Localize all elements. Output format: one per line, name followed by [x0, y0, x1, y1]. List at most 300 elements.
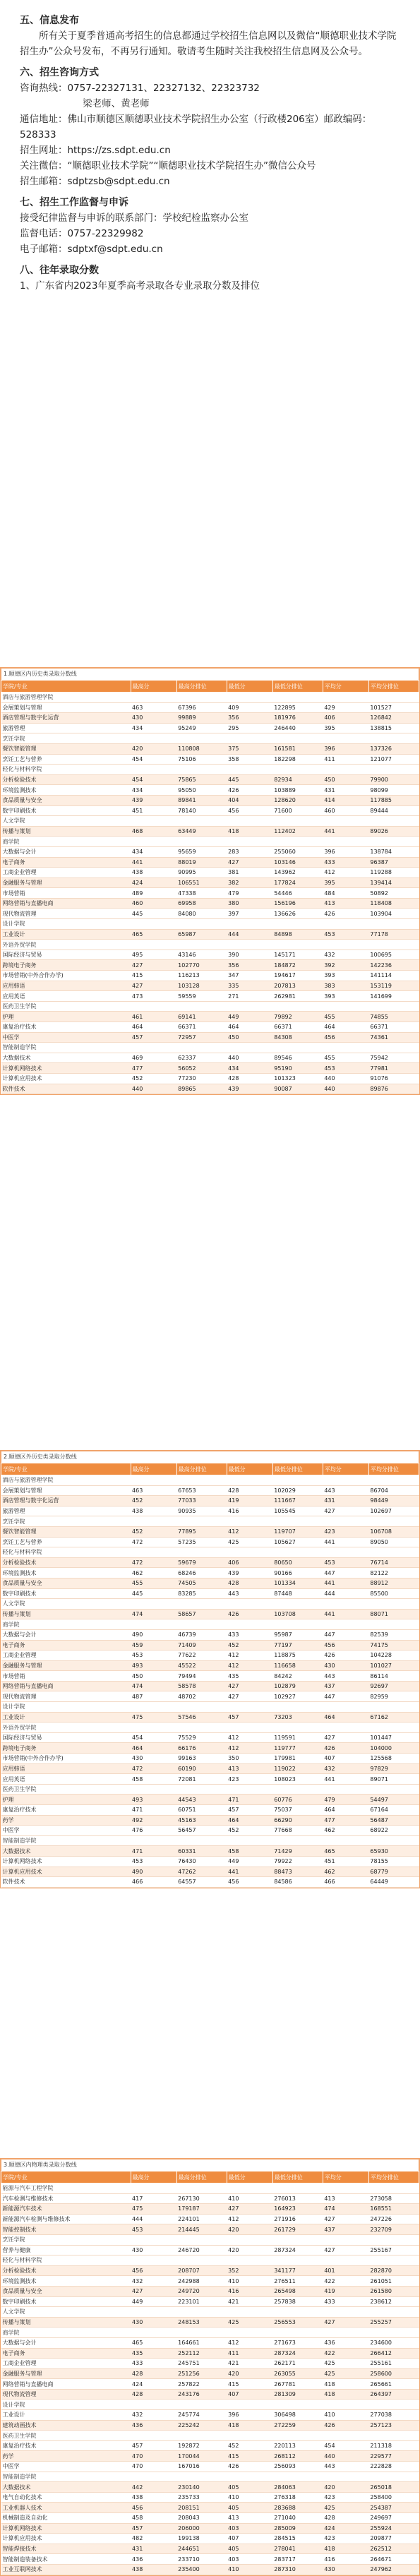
score-cell: 457: [131, 2523, 176, 2534]
score-cell: 262981: [272, 991, 323, 1002]
table-frame: [0, 2158, 420, 2576]
score-cell: 79922: [272, 1856, 323, 1867]
table-category-row: [1, 733, 419, 744]
table-frame: [0, 1450, 420, 1888]
score-cell: 58578: [176, 1681, 227, 1691]
score-cell: 473: [131, 991, 176, 1002]
score-cell: 422: [323, 2276, 368, 2287]
score-cell: 412: [227, 1743, 272, 1754]
category-label: 轻化与材料学院: [1, 1547, 419, 1558]
column-header: 最高分: [131, 681, 176, 693]
table-title: 1.顺德区内历史类录取分数线: [1, 668, 419, 680]
score-cell: 82934: [272, 774, 323, 785]
score-cell: 101027: [368, 1660, 419, 1671]
score-cell: 145171: [272, 949, 323, 960]
score-cell: 420: [131, 743, 176, 754]
score-cell: 271040: [272, 2513, 323, 2524]
score-cell: 225242: [176, 2420, 227, 2431]
table-row: [1, 2224, 419, 2235]
score-cell: 383: [323, 981, 368, 991]
score-cell: 436: [131, 2554, 176, 2565]
major-name-cell: 环境监测技术: [1, 785, 131, 796]
score-cell: 428: [227, 1485, 272, 1496]
score-cell: 420: [323, 2482, 368, 2493]
score-cell: 73203: [272, 1712, 323, 1723]
score-table: [1, 1463, 419, 1888]
score-cell: 64557: [176, 1877, 227, 1888]
score-cell: 287324: [272, 2348, 323, 2359]
score-cell: 423: [227, 1774, 272, 1785]
score-cell: 430: [323, 1660, 368, 1671]
major-name-cell: 康复治疗技术: [1, 1805, 131, 1816]
score-cell: 75865: [176, 774, 227, 785]
major-name-cell: 酒店管理与数字化运营: [1, 713, 131, 724]
score-cell: 265018: [368, 2482, 419, 2493]
category-label: 医药卫生学院: [1, 2431, 419, 2441]
score-cell: 432: [131, 2410, 176, 2421]
score-cell: 396: [323, 846, 368, 857]
major-name-cell: 计算机网络技术: [1, 2523, 131, 2534]
score-cell: 95190: [272, 1063, 323, 1074]
score-cell: 82539: [368, 1629, 419, 1640]
score-cell: 441: [323, 826, 368, 837]
score-cell: 86114: [368, 1671, 419, 1682]
table-row: [1, 2296, 419, 2307]
major-name-cell: 建筑动画技术: [1, 2420, 131, 2431]
score-cell: 102697: [368, 1506, 419, 1516]
score-cell: 418: [323, 2379, 368, 2390]
score-cell: 452: [131, 1526, 176, 1537]
score-cell: 234600: [368, 2337, 419, 2348]
score-cell: 427: [227, 857, 272, 868]
score-cell: 71429: [272, 1846, 323, 1857]
score-cell: 427: [227, 2204, 272, 2215]
score-cell: 412: [227, 2214, 272, 2224]
score-cell: 90935: [176, 1506, 227, 1516]
score-cell: 287324: [272, 2245, 323, 2256]
score-cell: 287310: [272, 2564, 323, 2575]
score-cell: 451: [131, 805, 176, 816]
major-name-cell: 网络营销与直播电商: [1, 1681, 131, 1691]
major-name-cell: 数字印刷技术: [1, 805, 131, 816]
table-row: [1, 2317, 419, 2328]
table-row: [1, 981, 419, 991]
table-row: [1, 1063, 419, 1074]
score-cell: 475: [131, 2204, 176, 2215]
score-cell: 44543: [176, 1795, 227, 1805]
score-cell: 67162: [368, 1712, 419, 1723]
score-cell: 80650: [272, 1557, 323, 1568]
table-row: [1, 2193, 419, 2204]
consult-wechat: 关注微信：“顺德职业技术学院”“顺德职业技术学院招生办”微信公众号: [20, 160, 316, 172]
table-category-row: [1, 1702, 419, 1713]
table-title: 2.顺德区外历史类录取分数线: [1, 1451, 419, 1463]
category-label: 外语外贸学院: [1, 940, 419, 950]
score-cell: 242988: [176, 2276, 227, 2287]
table-row: [1, 1681, 419, 1691]
score-cell: 77197: [272, 1640, 323, 1651]
score-cell: 276318: [272, 2492, 323, 2503]
major-name-cell: 计算机网络技术: [1, 1063, 131, 1074]
supervision-email[interactable]: 电子邮箱：sdptxf@sdpt.edu.cn: [20, 244, 163, 255]
score-cell: 222828: [368, 2462, 419, 2472]
table-header-row: [1, 681, 419, 693]
category-label: 人文学院: [1, 1599, 419, 1610]
score-cell: 474: [131, 1681, 176, 1691]
consult-teachers: 梁老师、黄老师: [83, 98, 150, 109]
major-name-cell: 食品质量与安全: [1, 2286, 131, 2296]
score-cell: 235733: [176, 2492, 227, 2503]
score-cell: 45163: [176, 1815, 227, 1826]
major-name-cell: 电子商务: [1, 2348, 131, 2359]
score-cell: 87448: [272, 1588, 323, 1599]
score-cell: 434: [131, 846, 176, 857]
score-cell: 105627: [272, 1537, 323, 1547]
score-cell: 100695: [368, 949, 419, 960]
score-cell: 425: [323, 2503, 368, 2513]
score-cell: 126842: [368, 713, 419, 724]
score-cell: 60776: [272, 1795, 323, 1805]
column-header: 平均分: [323, 2171, 368, 2183]
score-cell: 60751: [176, 1805, 227, 1816]
score-cell: 246440: [272, 723, 323, 733]
table-row: [1, 1805, 419, 1816]
column-header: 平均分排位: [368, 1463, 419, 1475]
score-cell: 75106: [176, 754, 227, 765]
score-cell: 229577: [368, 2451, 419, 2462]
score-cell: 104000: [368, 1743, 419, 1754]
major-name-cell: 工商企业管理: [1, 868, 131, 878]
score-cell: 495: [131, 949, 176, 960]
score-cell: 65930: [368, 1846, 419, 1857]
table-row: [1, 1691, 419, 1702]
table-row: [1, 2451, 419, 2462]
table-row: [1, 1588, 419, 1599]
table-row: [1, 1084, 419, 1094]
score-cell: 245751: [176, 2359, 227, 2369]
score-cell: 451: [323, 1856, 368, 1867]
score-cell: 412: [323, 868, 368, 878]
supervision-phone: 监督电话：0757-22329982: [20, 228, 144, 239]
table-row: [1, 795, 419, 805]
score-cell: 208043: [176, 2513, 227, 2524]
score-table-2: [0, 1450, 420, 1888]
column-header: 平均分排位: [368, 681, 419, 693]
score-cell: 254387: [368, 2503, 419, 2513]
table-row: [1, 2348, 419, 2359]
score-cell: 489: [131, 888, 176, 899]
score-cell: 118875: [272, 1651, 323, 1661]
table-row: [1, 2523, 419, 2534]
table-row: [1, 1537, 419, 1547]
score-cell: 441: [323, 1609, 368, 1619]
major-name-cell: 计算机应用技术: [1, 2534, 131, 2544]
score-cell: 418: [323, 2544, 368, 2554]
score-cell: 439: [227, 1084, 272, 1094]
score-cell: 71600: [272, 805, 323, 816]
score-cell: 118408: [368, 898, 419, 909]
table-row: [1, 1732, 419, 1743]
score-cell: 74855: [368, 1012, 419, 1022]
category-label: 设计学院: [1, 1702, 419, 1713]
consult-website[interactable]: 招生网址：https://zs.sdpt.edu.cn: [20, 145, 171, 156]
score-cell: 456: [323, 1640, 368, 1651]
score-cell: 199138: [176, 2534, 227, 2544]
table-category-row: [1, 1516, 419, 1527]
score-cell: 220113: [272, 2440, 323, 2451]
table-row: [1, 1609, 419, 1619]
table-category-row: [1, 1723, 419, 1733]
score-cell: 425: [227, 2317, 272, 2328]
score-cell: 84898: [272, 929, 323, 940]
column-header: 最低分排位: [272, 2171, 323, 2183]
score-cell: 427: [131, 981, 176, 991]
column-header: 最高分排位: [176, 2171, 227, 2183]
table-row: [1, 1640, 419, 1651]
score-cell: 101527: [368, 702, 419, 713]
score-cell: 443: [227, 1588, 272, 1599]
table-row: [1, 1743, 419, 1754]
score-cell: 306498: [272, 2410, 323, 2421]
score-cell: 438: [131, 1506, 176, 1516]
score-cell: 454: [323, 2440, 368, 2451]
score-cell: 95050: [176, 785, 227, 796]
score-cell: 106551: [176, 877, 227, 888]
score-cell: 431: [323, 785, 368, 796]
score-cell: 65987: [176, 929, 227, 940]
consult-hotline: 咨询热线：0757-22327131、22327132、22323732: [20, 83, 260, 94]
major-name-cell: 会展策划与管理: [1, 702, 131, 713]
major-name-cell: 网络营销与直播电商: [1, 898, 131, 909]
score-cell: 82122: [368, 1568, 419, 1578]
score-cell: 455: [131, 1578, 176, 1588]
score-cell: 459: [131, 1640, 176, 1651]
consult-email[interactable]: 招生邮箱：sdptzsb@sdpt.edu.cn: [20, 176, 170, 187]
score-cell: 419: [323, 2286, 368, 2296]
score-cell: 63449: [176, 826, 227, 837]
score-cell: 111667: [272, 1496, 323, 1506]
score-cell: 47338: [176, 888, 227, 899]
score-cell: 184872: [272, 960, 323, 971]
score-cell: 450: [227, 1032, 272, 1043]
table-row: [1, 877, 419, 888]
score-cell: 258400: [368, 2492, 419, 2503]
score-cell: 46739: [176, 1629, 227, 1640]
column-header: 学院/专业: [1, 1463, 131, 1475]
score-cell: 252112: [176, 2348, 227, 2359]
table-row: [1, 949, 419, 960]
score-cell: 72081: [176, 1774, 227, 1785]
score-cell: 161581: [272, 743, 323, 754]
score-cell: 103128: [176, 981, 227, 991]
score-cell: 128620: [272, 795, 323, 805]
score-cell: 168551: [368, 2204, 419, 2215]
score-cell: 54446: [272, 888, 323, 899]
table-row: [1, 743, 419, 754]
score-cell: 95659: [176, 846, 227, 857]
score-cell: 43146: [176, 949, 227, 960]
section-title-info-release: 五、信息发布: [20, 15, 79, 26]
table-row: [1, 702, 419, 713]
table-row: [1, 888, 419, 899]
score-cell: 358: [227, 754, 272, 765]
score-cell: 464: [131, 1743, 176, 1754]
major-name-cell: 应用韩语: [1, 1763, 131, 1774]
score-cell: 255161: [368, 2359, 419, 2369]
consult-address: 通信地址：佛山市顺德区顺德职业技术学院招生办公室（行政楼206室）邮政编码：528333: [20, 114, 372, 140]
table-row: [1, 857, 419, 868]
score-cell: 429: [323, 702, 368, 713]
score-cell: 74505: [176, 1578, 227, 1588]
score-cell: 232709: [368, 2224, 419, 2235]
table-row: [1, 1774, 419, 1785]
table-row: [1, 723, 419, 733]
score-cell: 413: [323, 2193, 368, 2204]
score-cell: 452: [227, 1826, 272, 1836]
score-cell: 410: [227, 2193, 272, 2204]
score-cell: 474: [323, 2204, 368, 2215]
score-cell: 421: [227, 2359, 272, 2369]
table-row: [1, 805, 419, 816]
table-row: [1, 1712, 419, 1723]
score-cell: 84308: [272, 1032, 323, 1043]
score-cell: 418: [227, 2420, 272, 2431]
major-name-cell: 现代物流管理: [1, 909, 131, 919]
score-cell: 426: [227, 2462, 272, 2472]
column-header: 最低分: [227, 2171, 272, 2183]
score-cell: 77668: [272, 1826, 323, 1836]
score-cell: 460: [323, 805, 368, 816]
score-cell: 380: [227, 898, 272, 909]
score-cell: 484: [323, 888, 368, 899]
major-name-cell: 智能制造装备技术: [1, 2554, 131, 2565]
table-category-row: [1, 2234, 419, 2245]
score-cell: 92697: [368, 1681, 419, 1691]
score-cell: 101334: [272, 1578, 323, 1588]
score-cell: 283717: [272, 2554, 323, 2565]
table-row: [1, 1053, 419, 1063]
score-cell: 207813: [272, 981, 323, 991]
score-cell: 265661: [368, 2379, 419, 2390]
score-cell: 412: [227, 2337, 272, 2348]
score-cell: 54497: [368, 1795, 419, 1805]
category-label: 人文学院: [1, 816, 419, 827]
column-header: 最低分: [227, 681, 272, 693]
score-cell: 435: [131, 2348, 176, 2359]
category-label: 外语外贸学院: [1, 1723, 419, 1733]
table-category-row: [1, 2307, 419, 2318]
score-cell: 444: [323, 1588, 368, 1599]
score-cell: 261729: [272, 2224, 323, 2235]
score-cell: 477: [131, 1063, 176, 1074]
score-cell: 456: [131, 2503, 176, 2513]
score-cell: 257838: [272, 2296, 323, 2307]
table-category-row: [1, 1599, 419, 1610]
table-row: [1, 1846, 419, 1857]
score-cell: 66290: [272, 1815, 323, 1826]
score-cell: 258600: [368, 2368, 419, 2379]
score-cell: 475: [131, 1712, 176, 1723]
score-cell: 177824: [272, 877, 323, 888]
score-cell: 164923: [272, 2204, 323, 2215]
table-row: [1, 2534, 419, 2544]
score-cell: 119707: [272, 1526, 323, 1537]
major-name-cell: 食品质量与安全: [1, 1578, 131, 1588]
score-cell: 67164: [368, 1805, 419, 1816]
score-cell: 141699: [368, 991, 419, 1002]
table-category-row: [1, 765, 419, 775]
score-cell: 487: [131, 1691, 176, 1702]
score-cell: 75529: [176, 1732, 227, 1743]
score-cell: 454: [131, 774, 176, 785]
score-cell: 411: [323, 754, 368, 765]
category-label: 设计学院: [1, 2400, 419, 2410]
score-cell: 432: [323, 1763, 368, 1774]
score-cell: 441: [131, 857, 176, 868]
score-cell: 194617: [272, 971, 323, 981]
score-cell: 62337: [176, 1053, 227, 1063]
major-name-cell: 分析检验技术: [1, 774, 131, 785]
score-cell: 430: [131, 1754, 176, 1764]
score-cell: 452: [227, 2440, 272, 2451]
table-row: [1, 2359, 419, 2369]
score-cell: 426: [323, 2420, 368, 2431]
score-cell: 273058: [368, 2193, 419, 2204]
section-title-past-scores: 八、往年录取分数: [20, 265, 99, 276]
score-cell: 426: [323, 1651, 368, 1661]
score-cell: 74361: [368, 1032, 419, 1043]
score-table: [1, 2171, 419, 2575]
score-cell: 84586: [272, 1877, 323, 1888]
score-cell: 352: [227, 2265, 272, 2276]
score-cell: 439: [131, 795, 176, 805]
score-cell: 424: [131, 877, 176, 888]
category-label: 酒店与旅游管理学院: [1, 1475, 419, 1486]
score-cell: 469: [131, 1053, 176, 1063]
score-cell: 341177: [272, 2265, 323, 2276]
score-cell: 444: [131, 2214, 176, 2224]
table-row: [1, 1022, 419, 1033]
category-label: 设计学院: [1, 919, 419, 930]
score-cell: 58657: [176, 1609, 227, 1619]
score-cell: 433: [323, 2296, 368, 2307]
score-cell: 464: [227, 1815, 272, 1826]
score-cell: 261580: [368, 2286, 419, 2296]
score-cell: 411: [227, 2348, 272, 2359]
major-name-cell: 大数据与会计: [1, 1629, 131, 1640]
score-cell: 89071: [368, 1774, 419, 1785]
score-cell: 77622: [176, 1651, 227, 1661]
score-cell: 75037: [272, 1805, 323, 1816]
category-label: 智能制造学院: [1, 1043, 419, 1053]
score-cell: 141114: [368, 971, 419, 981]
score-cell: 167016: [176, 2462, 227, 2472]
score-cell: 450: [323, 774, 368, 785]
major-name-cell: 电气自动化技术: [1, 2492, 131, 2503]
major-name-cell: 传播与策划: [1, 826, 131, 837]
table-row: [1, 991, 419, 1002]
score-cell: 56487: [368, 1815, 419, 1826]
score-cell: 283: [227, 846, 272, 857]
score-cell: 424: [131, 2379, 176, 2390]
major-name-cell: 汽车检测与维修技术: [1, 2193, 131, 2204]
score-cell: 375: [227, 743, 272, 754]
score-cell: 456: [131, 2265, 176, 2276]
major-name-cell: 市场营销: [1, 888, 131, 899]
score-cell: 441: [323, 1774, 368, 1785]
score-cell: 437: [323, 1681, 368, 1691]
major-name-cell: 环境监测技术: [1, 2276, 131, 2287]
